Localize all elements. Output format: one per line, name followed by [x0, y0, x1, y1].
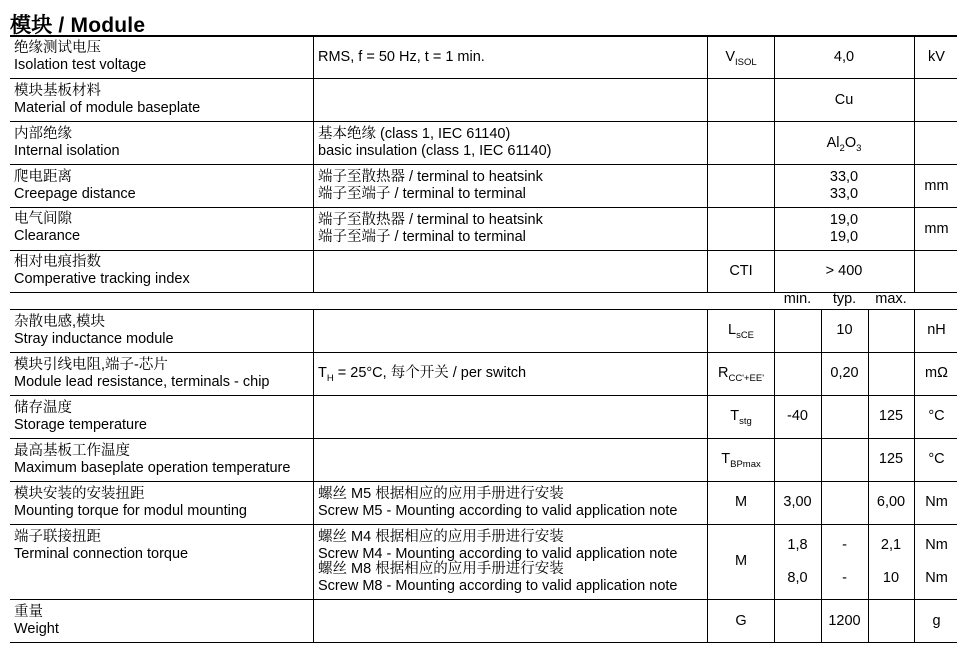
value-min: 8,0: [787, 570, 808, 586]
condition: 端子至端子 / terminal to terminal: [318, 186, 526, 202]
value-typ: 1200: [828, 613, 861, 629]
row-divider: [10, 438, 957, 439]
unit: Nm: [925, 537, 948, 553]
row-divider: [10, 524, 957, 525]
symbol: $R_{CC'+EE'}$: [717, 365, 765, 384]
param-name-en: Internal isolation: [14, 143, 120, 159]
value-min: 3,00: [783, 494, 812, 510]
column-divider: [821, 309, 822, 642]
value: 33,0: [829, 186, 859, 202]
param-name-en: Clearance: [14, 228, 81, 244]
value: 19,0: [829, 229, 859, 245]
param-name-cn: 储存温度: [14, 400, 72, 416]
value: 4,0: [833, 49, 855, 65]
param-name-en: Module lead resistance, terminals - chip: [14, 374, 270, 390]
condition: 基本绝缘 (class 1, IEC 61140): [318, 126, 511, 142]
row-divider: [10, 78, 957, 79]
condition: 端子至散热器 / terminal to heatsink: [318, 212, 543, 228]
row-divider: [10, 481, 957, 482]
unit: mm: [924, 221, 949, 237]
param-name-en: Stray inductance module: [14, 331, 174, 347]
table-top-border: [10, 35, 957, 37]
column-header-typ: typ.: [832, 291, 857, 307]
param-name-en: Isolation test voltage: [14, 57, 147, 73]
condition: 螺丝 M5 根据相应的应用手册进行安装: [318, 486, 564, 502]
unit: Nm: [925, 570, 948, 586]
condition: Screw M5 - Mounting according to valid application note: [318, 503, 678, 519]
param-name-en: Mounting torque for modul mounting: [14, 503, 247, 519]
value-max: 2,1: [880, 537, 902, 553]
unit: g: [932, 613, 941, 629]
param-name-en: Weight: [14, 621, 59, 637]
symbol: G: [735, 613, 747, 629]
param-name-cn: 最高基板工作温度: [14, 443, 130, 459]
param-name-en: Maximum baseplate operation temperature: [14, 460, 291, 476]
unit: °C: [928, 408, 945, 424]
value-typ: -: [842, 537, 847, 553]
unit: Nm: [925, 494, 948, 510]
value: 19,0: [829, 212, 859, 228]
param-name-en: Comperative tracking index: [14, 271, 190, 287]
table-bottom-border: [10, 642, 957, 643]
value-max: 6,00: [876, 494, 906, 510]
condition: 端子至端子 / terminal to terminal: [318, 229, 526, 245]
column-divider: [313, 309, 314, 642]
condition: 端子至散热器 / terminal to heatsink: [318, 169, 543, 185]
row-divider: [10, 599, 957, 600]
param-name-cn: 相对电痕指数: [14, 254, 101, 270]
value: $Al_2O_3$: [826, 135, 862, 154]
condition: Screw M8 - Mounting according to valid application note: [318, 578, 678, 594]
param-name-en: Storage temperature: [14, 417, 147, 433]
param-name-cn: 电气间隙: [14, 211, 72, 227]
value-typ: -: [842, 570, 847, 586]
param-name-cn: 端子联接扭距: [14, 529, 101, 545]
param-name-en: Material of module baseplate: [14, 100, 201, 116]
unit: kV: [928, 49, 945, 65]
value-min: 1,8: [787, 537, 808, 553]
condition: $T_H = 25^\circ C$, 每个开关 / per switch: [318, 365, 527, 384]
column-divider: [313, 35, 314, 292]
unit: nH: [927, 322, 946, 338]
row-divider: [10, 164, 957, 165]
value-min: -40: [787, 408, 808, 424]
value-max: 125: [878, 408, 904, 424]
param-name-cn: 爬电距离: [14, 169, 72, 185]
param-name-cn: 模块基板材料: [14, 83, 101, 99]
symbol: $V_{ISOL}$: [725, 49, 757, 68]
value-max: 10: [882, 570, 900, 586]
column-divider: [914, 309, 915, 642]
param-name-cn: 重量: [14, 604, 43, 620]
condition: 螺丝 M8 根据相应的应用手册进行安装: [318, 561, 564, 577]
row-divider: [10, 121, 957, 122]
unit: mm: [924, 178, 949, 194]
column-divider: [707, 309, 708, 642]
param-name-cn: 模块引线电阻,端子-芯片: [14, 357, 168, 373]
row-divider: [10, 395, 957, 396]
condition: 螺丝 M4 根据相应的应用手册进行安装: [318, 529, 564, 545]
column-divider: [914, 35, 915, 292]
condition: Screw M4 - Mounting according to valid application note: [318, 546, 678, 562]
value: 33,0: [829, 169, 859, 185]
param-name-cn: 内部绝缘: [14, 126, 72, 142]
param-name-cn: 杂散电感,模块: [14, 314, 106, 330]
column-header-min: min.: [783, 291, 812, 307]
condition: basic insulation (class 1, IEC 61140): [318, 143, 552, 159]
column-divider: [774, 309, 775, 642]
page-title: 模块 / Module: [10, 14, 146, 37]
value-typ: 0,20: [830, 365, 859, 381]
unit: mΩ: [925, 365, 948, 381]
row-divider: [10, 250, 957, 251]
value-max: 125: [878, 451, 904, 467]
param-name-en: Creepage distance: [14, 186, 136, 202]
value-typ: 10: [836, 322, 853, 338]
condition: RMS, f = 50 Hz, t = 1 min.: [318, 49, 485, 65]
column-divider: [707, 35, 708, 292]
symbol: M: [734, 553, 748, 569]
column-divider: [868, 309, 869, 642]
column-divider: [774, 35, 775, 292]
param-name-en: Terminal connection torque: [14, 546, 189, 562]
row-divider: [10, 352, 957, 353]
symbol: $L_{sCE}$: [727, 322, 755, 341]
symbol: $T_{BPmax}$: [721, 451, 761, 470]
param-name-cn: 模块安装的安装扭距: [14, 486, 145, 502]
symbol: CTI: [729, 263, 753, 279]
column-header-max: max.: [875, 291, 907, 307]
symbol: $T_{stg}$: [730, 408, 752, 427]
symbol: M: [734, 494, 748, 510]
row-divider: [10, 309, 957, 310]
value: > 400: [825, 263, 863, 279]
param-name-cn: 绝缘测试电压: [14, 40, 101, 56]
unit: °C: [928, 451, 945, 467]
value: Cu: [834, 92, 854, 108]
row-divider: [10, 207, 957, 208]
